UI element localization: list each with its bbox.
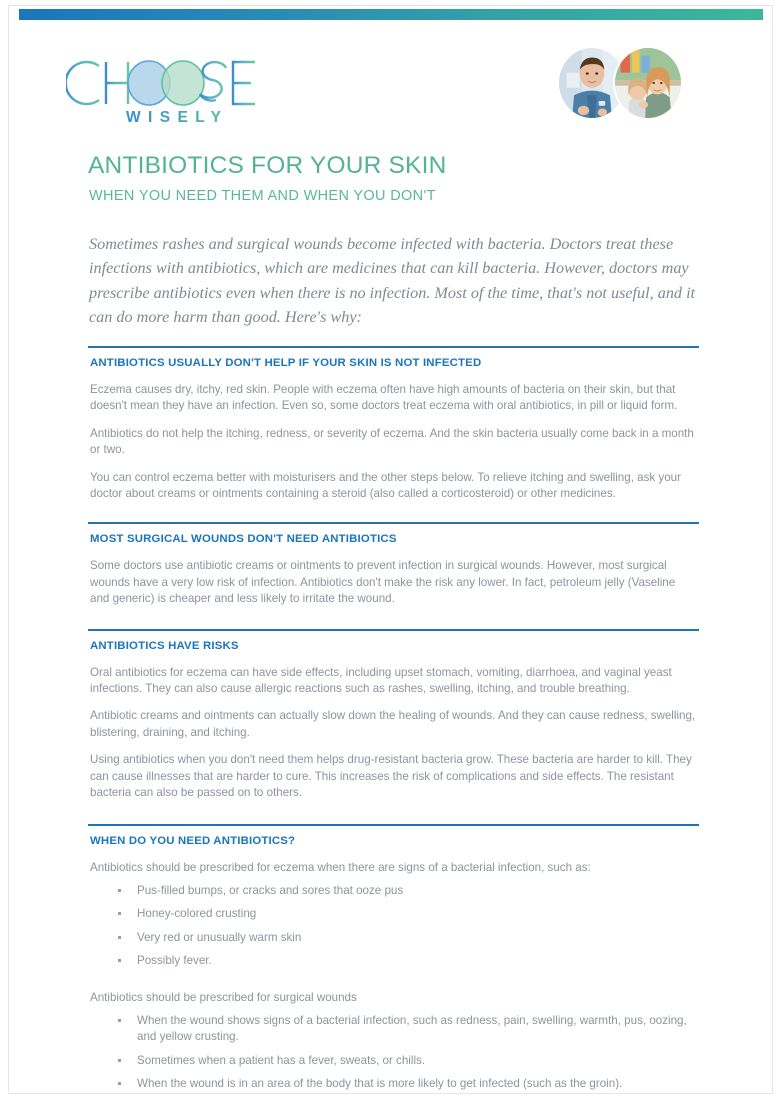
section-paragraph: You can control eczema better with moisturisers and the other steps below. To relieve itching and swelling, ask your doctor about creams or ointments containing a steroid (also called a corticosteroid) or other medicines.	[90, 470, 681, 501]
bullet-list-lead: Antibiotics should be prescribed for surgical wounds	[90, 990, 357, 1004]
section-paragraph: Eczema causes dry, itchy, red skin. People with eczema often have high amounts of bacteria on their skin, but that doesn't mean they have an infection. Even so, some doctors treat eczema with oral antibiotics, in pill or liquid form.	[90, 383, 678, 413]
section-rule	[88, 346, 699, 348]
bullet-list-lead: Antibiotics should be prescribed for eczema when there are signs of a bacterial infection, such as:	[90, 860, 591, 874]
mother-hugging-child-photo	[613, 46, 683, 120]
section-paragraph: Using antibiotics when you don't need them helps drug-resistant bacteria grow. These bacteria are harder to kill. They can cause illnesses that are harder to cure. This increases the risk of complications and side effects. The resistant bacteria can also be passed on to others.	[90, 753, 692, 800]
list-item: Pus-filled bumps, or cracks and sores that ooze pus	[88, 883, 697, 899]
top-gradient-bar	[19, 9, 763, 20]
photo-right-svg	[615, 48, 681, 118]
section-most-surgical-wounds	[88, 522, 699, 607]
section-heading: ANTIBIOTICS HAVE RISKS	[90, 639, 239, 652]
section-rule	[88, 522, 699, 524]
page-title: ANTIBIOTICS FOR YOUR SKIN	[88, 152, 447, 179]
list-item: When the wound shows signs of a bacterial infection, such as redness, pain, swelling, warmth, pus, oozing, and yellow crusting.	[88, 1013, 697, 1046]
section-heading: WHEN DO YOU NEED ANTIBIOTICS?	[90, 834, 296, 847]
list-item: Sometimes when a patient has a fever, sweats, or chills.	[88, 1053, 697, 1069]
list-item: Possibly fever.	[88, 953, 697, 969]
surgical-wound-signs-list	[88, 1013, 699, 1093]
section-heading: ANTIBIOTICS USUALLY DON'T HELP IF YOUR SKIN IS NOT INFECTED	[90, 357, 482, 369]
list-item: When the wound is in an area of the body that is more likely to get infected (such as the groin).	[88, 1076, 697, 1092]
svg-text:WISELY: WISELY	[126, 109, 229, 126]
list-item: Honey-colored crusting	[88, 906, 697, 922]
intro-paragraph: Sometimes rashes and surgical wounds become infected with bacteria. Doctors treat these infections with antibiotics, which are medicines that can kill bacteria. However, doctors may prescribe antibiotics even when there is no infection. Most of the time, that's not useful, and it can do more harm than good. Here's why:	[89, 235, 696, 326]
eczema-signs-list	[88, 883, 699, 970]
section-when-do-you-need-antibiotics	[88, 824, 699, 1093]
header-photo-group	[557, 46, 689, 120]
section-paragraph: Antibiotics do not help the itching, redness, or severity of eczema. And the skin bacteria usually come back in a month or two.	[90, 426, 694, 457]
page-subtitle: WHEN YOU NEED THEM AND WHEN YOU DON'T	[89, 188, 436, 204]
page-header	[0, 40, 781, 126]
choose-wisely-logo	[66, 54, 296, 126]
section-spacer	[88, 608, 699, 629]
section-antibiotics-usually-dont-help	[88, 346, 699, 502]
list-item: Very red or unusually warm skin	[88, 930, 697, 946]
section-paragraph: Antibiotic creams and ointments can actually slow down the healing of wounds. And they can cause redness, swelling, blistering, draining, and itching.	[90, 709, 696, 739]
logo-svg	[66, 54, 296, 126]
section-paragraph: Oral antibiotics for eczema can have side effects, including upset stomach, vomiting, diarrhoea, and vaginal yeast infections. They can also cause allergic reactions such as rashes, swelling, itching, and trouble breathing.	[90, 665, 672, 696]
section-rule	[88, 629, 699, 631]
content-body	[88, 346, 699, 1093]
section-spacer	[88, 502, 699, 522]
section-paragraph: Some doctors use antibiotic creams or ointments to prevent infection in surgical wounds. However, most surgical wounds have a very low risk of infection. Antibiotics don't make the risk any lower. In fact, petroleum jelly (Vaseline and generic) is cheaper and less likely to irritate the wound.	[90, 559, 676, 606]
section-antibiotics-have-risks	[88, 629, 699, 802]
section-heading: MOST SURGICAL WOUNDS DON'T NEED ANTIBIOTICS	[90, 533, 397, 546]
section-rule	[88, 824, 699, 826]
section-spacer	[88, 802, 699, 824]
